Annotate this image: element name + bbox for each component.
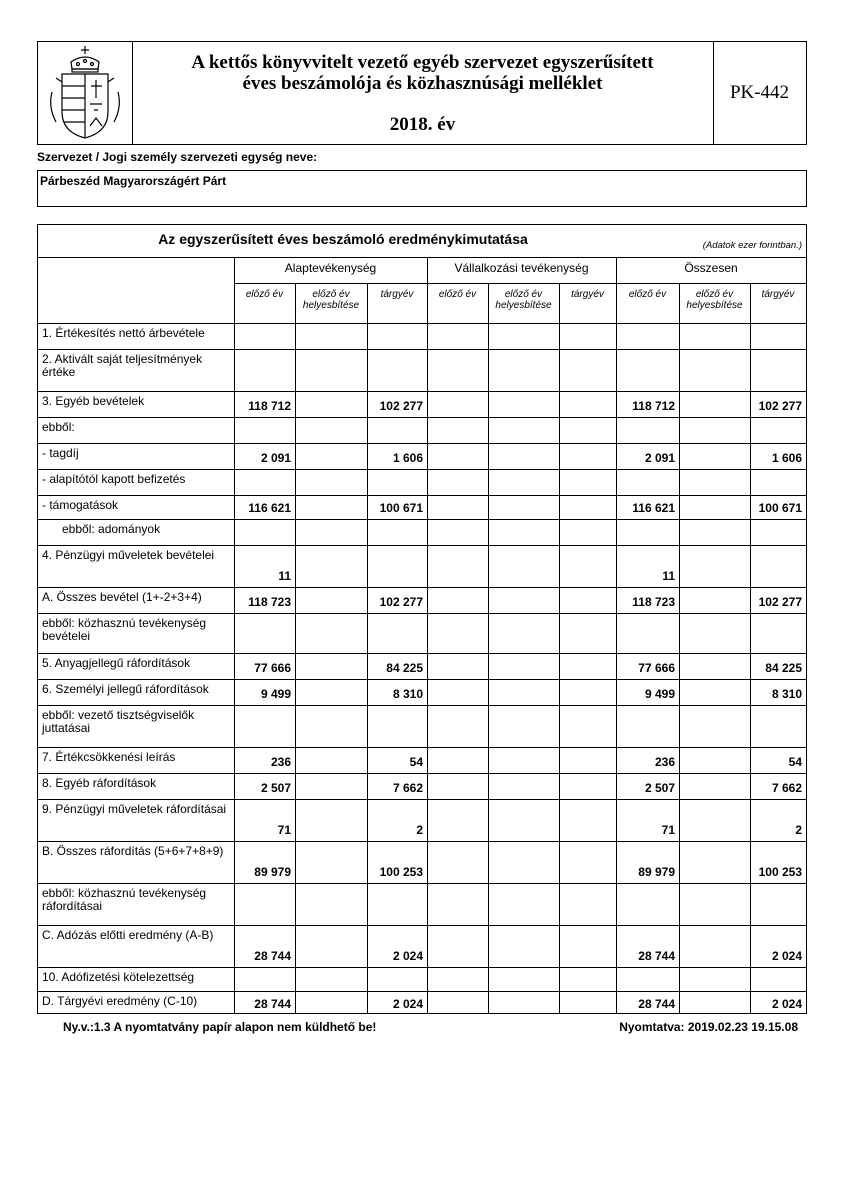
grid-line bbox=[295, 283, 296, 1013]
footer-print-date: Nyomtatva: 2019.02.23 19.15.08 bbox=[619, 1020, 798, 1034]
table-cell: 100 671 bbox=[758, 501, 802, 515]
row-label: ebből: közhasznú tevékenység ráfordításai bbox=[42, 886, 207, 913]
row-label: 3. Egyéb bevételek bbox=[42, 394, 145, 408]
grid-line bbox=[38, 613, 806, 614]
grid-line bbox=[38, 323, 806, 324]
grid-line bbox=[38, 443, 806, 444]
grid-line bbox=[38, 545, 806, 546]
table-cell: 116 621 bbox=[248, 501, 291, 515]
row-label: 5. Anyagjellegű ráfordítások bbox=[42, 656, 191, 670]
row-label: ebből: közhasznú tevékenység bevételei bbox=[42, 616, 207, 643]
row-label: 10. Adófizetési kötelezettség bbox=[42, 970, 195, 984]
table-cell: 2 507 bbox=[260, 781, 291, 795]
table-cell: 102 277 bbox=[758, 399, 802, 413]
table-cell: 2 507 bbox=[644, 781, 675, 795]
grid-line bbox=[679, 283, 680, 1013]
column-subheader: előző év bbox=[438, 289, 477, 300]
table-cell: 118 723 bbox=[248, 595, 291, 609]
row-label: 9. Pénzügyi műveletek ráfordításai bbox=[42, 802, 227, 816]
table-cell: 2 bbox=[416, 823, 423, 837]
table-cell: 1 606 bbox=[392, 451, 423, 465]
organization-label: Szervezet / Jogi személy szervezeti egység neve: bbox=[37, 150, 318, 164]
grid-line bbox=[38, 925, 806, 926]
table-cell: 100 253 bbox=[379, 865, 423, 879]
grid-line bbox=[38, 679, 806, 680]
table-cell: 28 744 bbox=[254, 997, 291, 1011]
grid-line bbox=[38, 705, 806, 706]
column-subheader: tárgyév bbox=[761, 289, 795, 300]
table-cell: 116 621 bbox=[632, 501, 675, 515]
table-cell: 2 091 bbox=[260, 451, 291, 465]
table-cell: 118 712 bbox=[632, 399, 675, 413]
grid-line bbox=[38, 519, 806, 520]
table-cell: 2 024 bbox=[771, 949, 802, 963]
table-cell: 84 225 bbox=[765, 661, 802, 675]
row-label: ebből: bbox=[42, 420, 75, 434]
table-cell: 2 024 bbox=[392, 949, 423, 963]
table-cell: 54 bbox=[409, 755, 423, 769]
grid-line bbox=[488, 283, 489, 1013]
grid-line bbox=[38, 841, 806, 842]
grid-line bbox=[38, 967, 806, 968]
table-cell: 102 277 bbox=[758, 595, 802, 609]
column-group-header: Összesen bbox=[684, 261, 738, 275]
row-label: ebből: adományok bbox=[62, 522, 161, 536]
row-label: 7. Értékcsökkenési leírás bbox=[42, 750, 176, 764]
grid-line bbox=[427, 257, 428, 1013]
table-cell: 28 744 bbox=[254, 949, 291, 963]
grid-line bbox=[38, 495, 806, 496]
grid-line bbox=[38, 799, 806, 800]
table-cell: 100 253 bbox=[758, 865, 802, 879]
table-title-bar bbox=[38, 225, 806, 258]
table-cell: 77 666 bbox=[638, 661, 675, 675]
table-cell: 2 024 bbox=[771, 997, 802, 1011]
row-label: 6. Személyi jellegű ráfordítások bbox=[42, 682, 209, 696]
table-cell: 9 499 bbox=[644, 687, 675, 701]
grid-line bbox=[38, 587, 806, 588]
grid-line bbox=[38, 773, 806, 774]
form-title-line1: A kettős könyvvitelt vezető egyéb szervezet egyszerűsített bbox=[191, 52, 654, 73]
table-cell: 54 bbox=[788, 755, 802, 769]
footer-version-note: Ny.v.:1.3 A nyomtatvány papír alapon nem küldhető be! bbox=[63, 1020, 377, 1034]
table-cell: 2 024 bbox=[392, 997, 423, 1011]
table-cell: 8 310 bbox=[771, 687, 802, 701]
table-cell: 84 225 bbox=[386, 661, 423, 675]
form-title-block bbox=[132, 42, 714, 144]
table-cell: 77 666 bbox=[254, 661, 291, 675]
grid-line bbox=[38, 991, 806, 992]
table-cell: 7 662 bbox=[771, 781, 802, 795]
grid-line bbox=[38, 469, 806, 470]
row-label: 1. Értékesítés nettó árbevétele bbox=[42, 326, 205, 340]
row-label: - tagdíj bbox=[42, 446, 79, 460]
table-cell: 236 bbox=[654, 755, 675, 769]
table-cell: 9 499 bbox=[260, 687, 291, 701]
table-title: Az egyszerűsített éves beszámoló eredménykimutatása bbox=[158, 231, 528, 247]
column-group-header: Vállalkozási tevékenység bbox=[454, 261, 589, 275]
grid-line bbox=[234, 257, 235, 1013]
row-label: - támogatások bbox=[42, 498, 119, 512]
grid-line bbox=[234, 283, 806, 284]
table-cell: 89 979 bbox=[638, 865, 675, 879]
report-year: 2018. év bbox=[389, 114, 456, 135]
row-label: 8. Egyéb ráfordítások bbox=[42, 776, 157, 790]
table-cell: 7 662 bbox=[392, 781, 423, 795]
unit-note: (Adatok ezer forintban.) bbox=[702, 240, 802, 251]
row-label: 4. Pénzügyi műveletek bevételei bbox=[42, 548, 215, 562]
column-subheader: előző év bbox=[628, 289, 667, 300]
table-cell: 100 671 bbox=[379, 501, 423, 515]
column-subheader: előző év helyesbítése bbox=[302, 289, 360, 311]
grid-line bbox=[38, 391, 806, 392]
grid-line bbox=[38, 417, 806, 418]
form-header bbox=[37, 41, 807, 145]
column-subheader: tárgyév bbox=[380, 289, 414, 300]
column-subheader: előző év bbox=[245, 289, 284, 300]
table-cell: 28 744 bbox=[638, 997, 675, 1011]
table-cell: 118 723 bbox=[632, 595, 675, 609]
row-label: - alapítótól kapott befizetés bbox=[42, 472, 186, 486]
grid-line bbox=[367, 283, 368, 1013]
table-cell: 2 bbox=[795, 823, 802, 837]
table-cell: 8 310 bbox=[392, 687, 423, 701]
form-code: PK-442 bbox=[729, 82, 790, 103]
grid-line bbox=[38, 747, 806, 748]
table-cell: 89 979 bbox=[254, 865, 291, 879]
column-subheader: előző év helyesbítése bbox=[495, 289, 552, 311]
row-label: B. Összes ráfordítás (5+6+7+8+9) bbox=[42, 844, 224, 858]
row-label: A. Összes bevétel (1+-2+3+4) bbox=[42, 590, 202, 604]
table-cell: 102 277 bbox=[379, 399, 423, 413]
organization-name-field bbox=[37, 170, 807, 207]
table-cell: 11 bbox=[662, 569, 675, 583]
table-cell: 118 712 bbox=[248, 399, 291, 413]
table-cell: 1 606 bbox=[771, 451, 802, 465]
column-subheader: tárgyév bbox=[571, 289, 604, 300]
organization-name: Párbeszéd Magyarországért Párt bbox=[40, 174, 227, 188]
row-label: 2. Aktivált saját teljesítmények értéke bbox=[42, 352, 203, 379]
form-title-line2: éves beszámolója és közhasznúsági melléklet bbox=[242, 73, 603, 94]
income-statement-table bbox=[37, 224, 807, 1014]
row-label: ebből: vezető tisztségviselők juttatásai bbox=[42, 708, 195, 735]
table-cell: 28 744 bbox=[638, 949, 675, 963]
grid-line bbox=[38, 653, 806, 654]
table-cell: 71 bbox=[661, 823, 675, 837]
grid-line bbox=[559, 283, 560, 1013]
table-cell: 236 bbox=[270, 755, 291, 769]
column-group-header: Alaptevékenység bbox=[284, 261, 377, 275]
grid-line bbox=[750, 283, 751, 1013]
table-cell: 11 bbox=[278, 569, 291, 583]
table-cell: 71 bbox=[277, 823, 291, 837]
row-label: D. Tárgyévi eredmény (C-10) bbox=[42, 994, 198, 1008]
coat-of-arms-icon bbox=[38, 42, 133, 144]
row-label: C. Adózás előtti eredmény (A-B) bbox=[42, 928, 214, 942]
grid-line bbox=[38, 349, 806, 350]
column-subheader: előző év helyesbítése bbox=[686, 289, 743, 311]
grid-line bbox=[616, 257, 617, 1013]
grid-line bbox=[38, 883, 806, 884]
table-cell: 102 277 bbox=[379, 595, 423, 609]
table-cell: 2 091 bbox=[644, 451, 675, 465]
